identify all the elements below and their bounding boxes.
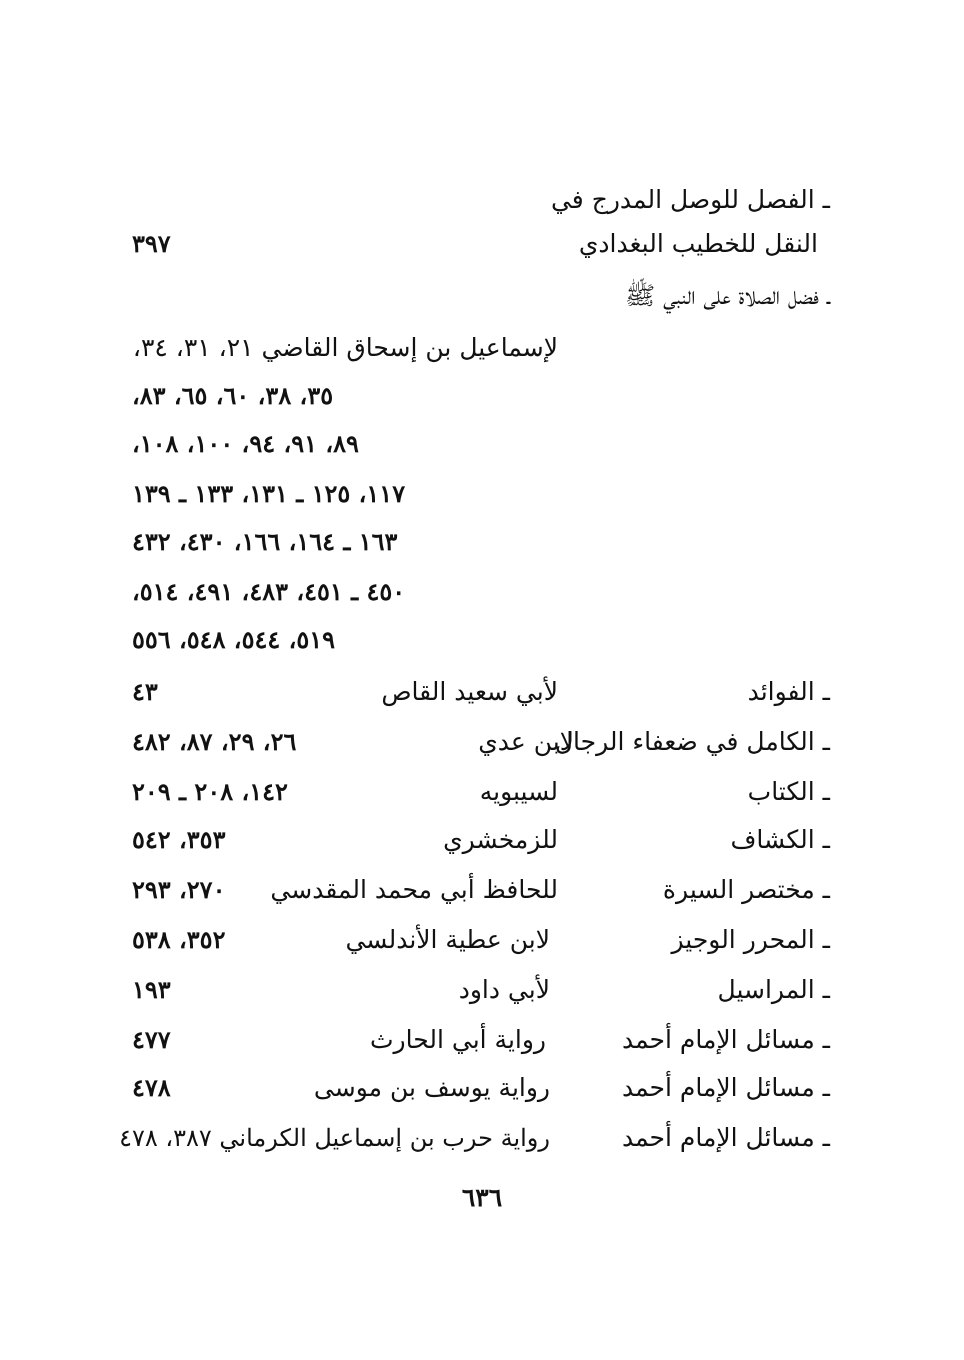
entry-pages-line	[132, 618, 830, 662]
entry-title: ـ الفصل للوصل المدرج في	[550, 185, 830, 214]
entry-pages: ٤٧٨	[132, 1073, 171, 1102]
entry-title: ـ المراسيل	[717, 975, 830, 1004]
entry-pages: ٤٧٧	[132, 1025, 171, 1054]
entry-row	[132, 868, 830, 912]
entry-pages: ٣٥٢، ٥٣٨	[132, 925, 226, 954]
entry-author: رواية يوسف بن موسى	[313, 1073, 550, 1102]
entry-pages: ٤٥٠ ـ ٤٥١، ٤٨٣، ٤٩١، ٥١٤،	[132, 577, 406, 606]
entry-row	[132, 670, 830, 714]
entry-pages: ١١٧، ١٢٥ ـ ١٣١، ١٣٣ ـ ١٣٩	[132, 479, 406, 508]
entry-row	[132, 1066, 830, 1110]
entry-pages: ٥١٩، ٥٤٤، ٥٤٨، ٥٥٦	[132, 625, 336, 654]
entry-pages-line	[132, 570, 830, 614]
entry-author: للزمخشري	[443, 825, 558, 854]
entry-pages: ٣٥٣، ٥٤٢	[132, 825, 226, 854]
entry-title: ـ الفوائد	[747, 677, 830, 706]
page-number: ٦٣٦	[461, 1183, 503, 1212]
entry-row	[132, 918, 830, 962]
entry-line	[132, 274, 830, 318]
entry-author: لابن عطية الأندلسي	[345, 925, 550, 954]
entry-pages: ٣٩٧	[132, 229, 171, 258]
entry-pages: ٢٧٠، ٢٩٣	[132, 875, 226, 904]
entry-author: لأبي داود	[458, 975, 550, 1004]
entry-author: لابن عدي	[478, 727, 574, 756]
entry-title: ـ مختصر السيرة	[662, 875, 830, 904]
entry-pages: ١٦٣ ـ ١٦٤، ١٦٦، ٤٣٠، ٤٣٢	[132, 527, 398, 556]
entry-title: ـ المحرر الوجيز	[671, 925, 830, 954]
entry-line	[132, 326, 830, 370]
entry-row	[132, 770, 830, 814]
entry-pages-line	[132, 422, 830, 466]
entry-line	[132, 178, 830, 222]
entry-pages: ٣٥، ٣٨، ٦٠، ٦٥، ٨٣،	[132, 381, 334, 410]
entry-pages: ٨٩، ٩١، ٩٤، ١٠٠، ١٠٨،	[132, 429, 359, 458]
entry-author-pages: رواية حرب بن إسماعيل الكرماني ٣٨٧، ٤٧٨	[119, 1124, 550, 1152]
entry-pages: ٤٣	[132, 677, 158, 706]
entry-pages: ٢٦، ٢٩، ٨٧، ٤٨٢	[132, 727, 297, 756]
entry-author: لأبي سعيد القاص	[381, 677, 558, 706]
entry-author-pages: لإسماعيل بن إسحاق القاضي ٢١، ٣١، ٣٤،	[132, 333, 558, 362]
entry-pages: ١٩٣	[132, 975, 171, 1004]
entry-row	[132, 968, 830, 1012]
entry-row	[132, 1018, 830, 1062]
entry-pages-line	[132, 374, 830, 418]
entry-title: ـ الكامل في ضعفاء الرجال	[554, 727, 830, 756]
entry-title: ـ مسائل الإمام أحمد	[621, 1123, 830, 1152]
entry-line	[132, 222, 830, 266]
entry-title: ـ الكشاف	[730, 825, 830, 854]
entry-title-continuation: النقل للخطيب البغدادي	[578, 229, 818, 258]
entry-pages-line	[132, 520, 830, 564]
entry-title: ـ فضل الصلاة على النبي ﷺ	[625, 281, 830, 310]
entry-title: ـ مسائل الإمام أحمد	[621, 1073, 830, 1102]
entry-row	[132, 818, 830, 862]
entry-pages: ١٤٢، ٢٠٨ ـ ٢٠٩	[132, 777, 288, 806]
entry-title: ـ الكتاب	[747, 777, 830, 806]
entry-author: لسيبويه	[479, 777, 558, 806]
entry-title: ـ مسائل الإمام أحمد	[621, 1025, 830, 1054]
entry-row	[119, 1116, 830, 1160]
entry-author: للحافظ أبي محمد المقدسي	[270, 875, 558, 904]
entry-row	[132, 720, 830, 764]
entry-author: رواية أبي الحارث	[369, 1025, 546, 1054]
entry-pages-line	[132, 472, 830, 516]
